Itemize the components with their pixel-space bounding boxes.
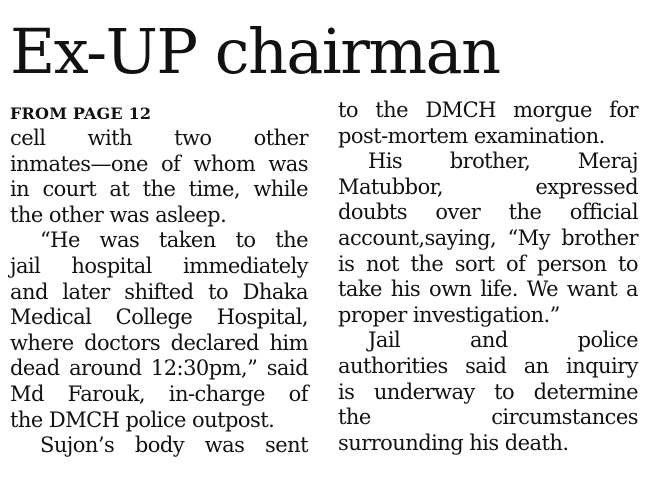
article-line bbox=[338, 225, 638, 251]
article-word: Dhaka bbox=[242, 279, 308, 304]
article-line bbox=[338, 327, 638, 353]
article-word: DMCH bbox=[425, 98, 496, 122]
article-word: is bbox=[338, 379, 355, 404]
article-word: and bbox=[469, 328, 508, 353]
article-word: person bbox=[536, 251, 607, 276]
article-line bbox=[10, 330, 308, 356]
article-word: hospital bbox=[71, 254, 152, 278]
article-word: cell bbox=[10, 126, 46, 150]
article-word: is bbox=[338, 251, 355, 276]
article-word: jail bbox=[10, 254, 41, 278]
article-line bbox=[338, 404, 638, 430]
article-word: his bbox=[390, 277, 421, 302]
article-word: life. bbox=[480, 277, 518, 302]
article-line-text: surrounding his death. bbox=[338, 430, 569, 455]
article-word: official bbox=[569, 200, 638, 225]
article-word: doctors bbox=[84, 330, 161, 355]
article-word: other bbox=[253, 126, 308, 150]
article-word: Sujon’s bbox=[40, 433, 115, 458]
article-word: morgue bbox=[513, 98, 592, 122]
article-word: expressed bbox=[535, 174, 638, 199]
article-word: own bbox=[429, 277, 472, 302]
article-word: taken bbox=[158, 228, 216, 253]
article-word: to bbox=[235, 228, 256, 253]
article-word: Matubbor, bbox=[338, 174, 443, 199]
article-line bbox=[338, 251, 638, 277]
article-word: inquiry bbox=[566, 354, 638, 378]
article-word: at bbox=[109, 177, 130, 202]
article-word: the bbox=[375, 98, 409, 122]
article-word: the bbox=[410, 251, 444, 276]
article-word: a bbox=[625, 277, 638, 302]
article-line-text: the DMCH police outpost. bbox=[10, 407, 275, 432]
article-word: to bbox=[208, 279, 229, 304]
article-word: We bbox=[526, 277, 558, 302]
article-word: the bbox=[142, 177, 176, 202]
article-word: an bbox=[523, 354, 549, 378]
article-word: take bbox=[338, 277, 382, 302]
article-word: “He bbox=[40, 228, 80, 253]
article-word: shifted bbox=[124, 279, 194, 304]
article-line bbox=[338, 430, 638, 456]
article-word: His bbox=[368, 149, 403, 174]
article-line-text: the other was asleep. bbox=[10, 202, 227, 227]
article-word: Meraj bbox=[577, 149, 638, 174]
article-word: in-charge bbox=[168, 382, 265, 406]
article-line bbox=[338, 97, 638, 123]
article-word: Medical bbox=[10, 305, 92, 330]
article-line-text: proper investigation.” bbox=[338, 302, 560, 327]
article-word: Farouk, bbox=[67, 382, 146, 406]
article-word: around bbox=[69, 356, 142, 381]
article-word: sent bbox=[265, 433, 308, 458]
article-line bbox=[338, 379, 638, 405]
article-word: said bbox=[465, 354, 507, 378]
article-line bbox=[338, 174, 638, 200]
article-word: Jail bbox=[368, 328, 401, 353]
article-word: and bbox=[10, 279, 48, 304]
article-word: want bbox=[566, 277, 618, 302]
article-word: where bbox=[10, 330, 74, 355]
article-line bbox=[338, 148, 638, 174]
article-word: police bbox=[577, 328, 638, 353]
continuation-kicker: FROM PAGE 12 bbox=[10, 104, 152, 123]
article-word: dead bbox=[10, 356, 60, 381]
article-word: Hospital, bbox=[216, 305, 308, 330]
article-line-text: post-mortem examination. bbox=[338, 123, 605, 148]
article-word: was bbox=[204, 433, 245, 458]
article-line bbox=[338, 123, 638, 149]
article-word: sort bbox=[454, 251, 495, 276]
article-line bbox=[10, 202, 308, 228]
article-word: doubts bbox=[338, 200, 407, 225]
article-line bbox=[10, 381, 308, 407]
article-word: to bbox=[494, 379, 515, 404]
article-line bbox=[10, 432, 308, 458]
article-word: later bbox=[62, 279, 110, 304]
article-line bbox=[338, 276, 638, 302]
article-word: him bbox=[269, 330, 308, 355]
article-word: of bbox=[506, 251, 526, 276]
article-word: with bbox=[87, 126, 132, 150]
article-word: brother bbox=[561, 226, 638, 250]
article-line bbox=[10, 125, 308, 151]
article-word: of bbox=[160, 151, 181, 176]
article-word: account,saying, bbox=[338, 226, 497, 250]
article-word: body bbox=[134, 433, 185, 458]
article-line bbox=[338, 353, 638, 379]
article-word: court bbox=[42, 177, 97, 202]
article-word: 12:30pm,” bbox=[150, 356, 258, 381]
article-line bbox=[10, 355, 308, 381]
headline: Ex-UP chairman bbox=[10, 15, 500, 88]
article-word: was bbox=[268, 151, 308, 176]
article-word: while bbox=[253, 177, 308, 202]
article-word: circumstances bbox=[491, 405, 638, 430]
article-word: brother, bbox=[449, 149, 531, 174]
article-word: not bbox=[365, 251, 399, 276]
article-line bbox=[10, 176, 308, 202]
article-line bbox=[10, 253, 308, 279]
article-word: inmates—one bbox=[10, 151, 148, 176]
article-word: of bbox=[288, 382, 308, 406]
article-word: in bbox=[10, 177, 30, 202]
article-word: over bbox=[435, 200, 481, 225]
article-word: to bbox=[618, 251, 638, 276]
article-word: College bbox=[115, 305, 193, 330]
article-word: said bbox=[266, 356, 308, 381]
article-line bbox=[338, 302, 638, 328]
article-word: determine bbox=[533, 379, 638, 404]
article-word: authorities bbox=[338, 354, 448, 378]
article-word: for bbox=[609, 98, 638, 122]
article-word: the bbox=[338, 405, 371, 430]
article-word: time, bbox=[188, 177, 241, 202]
article-word: to bbox=[338, 98, 358, 122]
article-word: Md bbox=[10, 382, 44, 406]
article-word: declared bbox=[170, 330, 259, 355]
article-word: “My bbox=[507, 226, 550, 250]
article-word: the bbox=[275, 228, 308, 253]
article-word: whom bbox=[193, 151, 256, 176]
article-word: the bbox=[508, 200, 542, 225]
article-word: was bbox=[99, 228, 140, 253]
article-word: immediately bbox=[182, 254, 308, 278]
article-line bbox=[10, 407, 308, 433]
article-word: underway bbox=[373, 379, 475, 404]
article-line bbox=[10, 227, 308, 253]
article-line bbox=[10, 279, 308, 305]
article-line bbox=[338, 199, 638, 225]
article-word: two bbox=[174, 126, 212, 150]
article-line bbox=[10, 304, 308, 330]
article-line bbox=[10, 151, 308, 177]
